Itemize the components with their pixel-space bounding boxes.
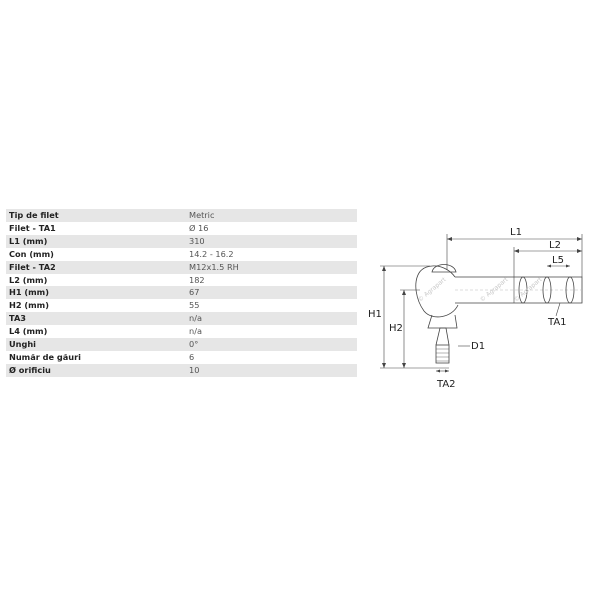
- spec-row: [6, 338, 357, 351]
- label-h1: H1: [368, 309, 382, 320]
- spec-row: [6, 299, 357, 312]
- spec-value: 55: [189, 300, 200, 311]
- spec-value: n/a: [189, 326, 202, 337]
- spec-label: L4 (mm): [9, 326, 48, 337]
- spec-value: 14.2 - 16.2: [189, 248, 234, 259]
- spec-row: [6, 235, 357, 248]
- spec-row: [6, 286, 357, 299]
- spec-label: L1 (mm): [6, 235, 186, 248]
- spec-label: Tip de filet: [6, 209, 186, 222]
- watermark: [417, 276, 544, 304]
- threaded-stud: [436, 345, 449, 363]
- spec-label: Con (mm): [9, 248, 54, 259]
- label-ta1: TA1: [548, 317, 567, 328]
- spec-row: [6, 209, 357, 222]
- spec-row: [6, 364, 357, 377]
- spec-label: Filet - TA1: [9, 222, 56, 233]
- spec-row: [6, 312, 357, 325]
- spec-value: M12x1.5 RH: [186, 261, 357, 274]
- spec-label: Ø orificiu: [6, 364, 186, 377]
- spec-label: TA3: [6, 312, 186, 325]
- spec-label: Unghi: [6, 338, 186, 351]
- spec-value: 0°: [186, 338, 357, 351]
- spec-value: 182: [189, 274, 205, 285]
- ball-joint-head: [416, 266, 458, 317]
- spec-row: [6, 351, 357, 364]
- spec-value: Ø 16: [189, 222, 209, 233]
- label-l2: L2: [549, 240, 561, 251]
- svg-text:© Agrapart: © Agrapart: [478, 276, 510, 304]
- spec-value: 6: [189, 351, 195, 362]
- svg-text:© Agrapart: © Agrapart: [416, 276, 448, 304]
- tie-rod-end-diagram: [360, 220, 590, 400]
- spec-value: 67: [186, 286, 357, 299]
- spec-label: L2 (mm): [9, 274, 48, 285]
- label-l5: L5: [552, 255, 564, 266]
- spec-value: n/a: [186, 312, 357, 325]
- stud-collar: [428, 315, 457, 328]
- spec-row: [6, 222, 357, 235]
- spec-value: 310: [186, 235, 357, 248]
- label-l1: L1: [510, 227, 522, 238]
- spec-row: [6, 325, 357, 338]
- svg-text:© Agrapart: © Agrapart: [512, 276, 544, 304]
- label-h2: H2: [389, 323, 403, 334]
- label-ta2: TA2: [437, 379, 456, 390]
- spec-row: [6, 248, 357, 261]
- spec-value: 10: [186, 364, 357, 377]
- spec-value: Metric: [186, 209, 357, 222]
- specifications-table: [6, 209, 357, 377]
- spec-label: H1 (mm): [6, 286, 186, 299]
- label-d1: D1: [471, 341, 486, 352]
- spec-label: Filet - TA2: [6, 261, 186, 274]
- spec-row: [6, 274, 357, 287]
- spec-row: [6, 261, 357, 274]
- spec-label: Număr de găuri: [9, 351, 81, 362]
- spec-label: H2 (mm): [9, 300, 49, 311]
